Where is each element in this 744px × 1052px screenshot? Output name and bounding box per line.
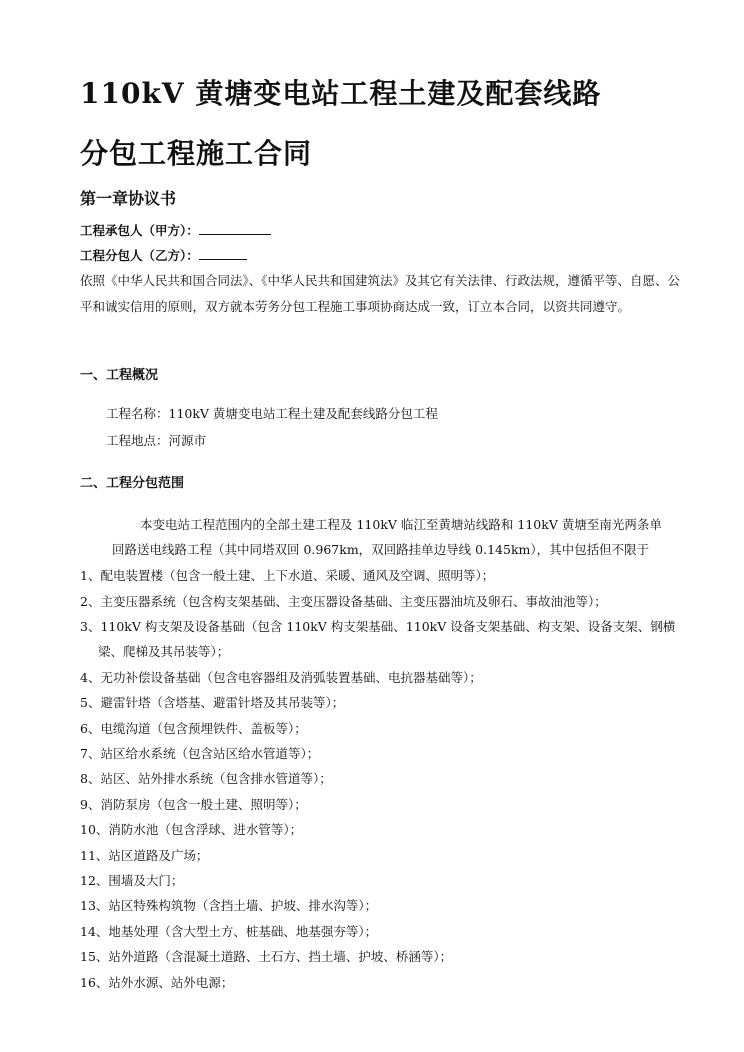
project-name: 工程名称：110kV 黄塘变电站工程土建及配套线路分包工程 bbox=[106, 406, 438, 421]
document-title-line-2: 分包工程施工合同 bbox=[80, 137, 313, 170]
party-a-label: 工程承包人（甲方）： bbox=[80, 223, 199, 238]
scope-item: 6、电缆沟道（包含预埋铁件、盖板等）； bbox=[80, 721, 307, 736]
party-b-line bbox=[80, 246, 247, 264]
scope-item: 12、围墙及大门； bbox=[80, 873, 184, 888]
scope-item: 7、站区给水系统（包含站区给水管道等）； bbox=[80, 746, 320, 761]
scope-item: 16、站外水源、站外电源； bbox=[80, 975, 234, 990]
scope-line-2: 回路送电线路工程（其中同塔双回 0.967km，双回路挂单边导线 0.145km），其中包括但不限于 bbox=[112, 542, 650, 557]
scope-item: 4、无功补偿设备基础（包含电容器组及消弧装置基础、电抗器基础等）； bbox=[80, 670, 482, 685]
scope-item: 15、站外道路（含混凝土道路、土石方、挡土墙、护坡、桥涵等）； bbox=[80, 949, 453, 964]
scope-item: 10、消防水池（包含浮球、进水管等）； bbox=[80, 822, 303, 837]
scope-item: 11、站区道路及广场； bbox=[80, 848, 209, 863]
intro-paragraph: 依照《中华人民共和国合同法》、《中华人民共和国建筑法》及其它有关法律、行政法规，遵循平等、自愿、公平和诚实信用的原则，双方就本劳务分包工程施工事项协商达成一致，订立本合同，以资共同遵守。 bbox=[80, 273, 681, 314]
project-location: 工程地点：河源市 bbox=[106, 433, 207, 448]
scope-item: 14、地基处理（含大型土方、桩基础、地基强夯等）； bbox=[80, 924, 378, 939]
document-title-line-1: 110kV 黄塘变电站工程土建及配套线路 bbox=[80, 77, 602, 110]
scope-item: 1、配电装置楼（包含一般土建、上下水道、采暖、通风及空调、照明等）； bbox=[80, 568, 495, 583]
scope-item: 5、避雷针塔（含塔基、避雷针塔及其吊装等）； bbox=[80, 695, 345, 710]
party-b-blank bbox=[199, 249, 247, 260]
party-a-blank bbox=[199, 224, 271, 235]
party-b-label: 工程分包人（乙方）： bbox=[80, 248, 199, 263]
scope-item: 13、站区特殊构筑物（含挡土墙、护坡、排水沟等）； bbox=[80, 898, 378, 913]
scope-item: 2、主变压器系统（包含构支架基础、主变压器设备基础、主变压器油坑及卵石、事故油池等）； bbox=[80, 594, 607, 609]
scope-item-continuation: 梁、爬梯及其吊装等）； bbox=[98, 644, 230, 659]
chapter-heading: 第一章协议书 bbox=[80, 189, 177, 208]
scope-item: 9、消防泵房（包含一般土建、照明等）； bbox=[80, 797, 307, 812]
section-heading-scope: 二、工程分包范围 bbox=[80, 476, 185, 491]
section-heading-overview: 一、工程概况 bbox=[80, 368, 159, 383]
scope-line-1: 本变电站工程范围内的全部土建工程及 110kV 临江至黄塘站线路和 110kV 黄塘至南光两条单 bbox=[140, 517, 662, 532]
party-a-line bbox=[80, 221, 271, 239]
scope-item: 3、110kV 构支架及设备基础（包含 110kV 构支架基础、110kV 设备支架基础、构支架、设备支架、钢横 bbox=[80, 619, 676, 634]
scope-item: 8、站区、站外排水系统（包含排水管道等）； bbox=[80, 771, 332, 786]
